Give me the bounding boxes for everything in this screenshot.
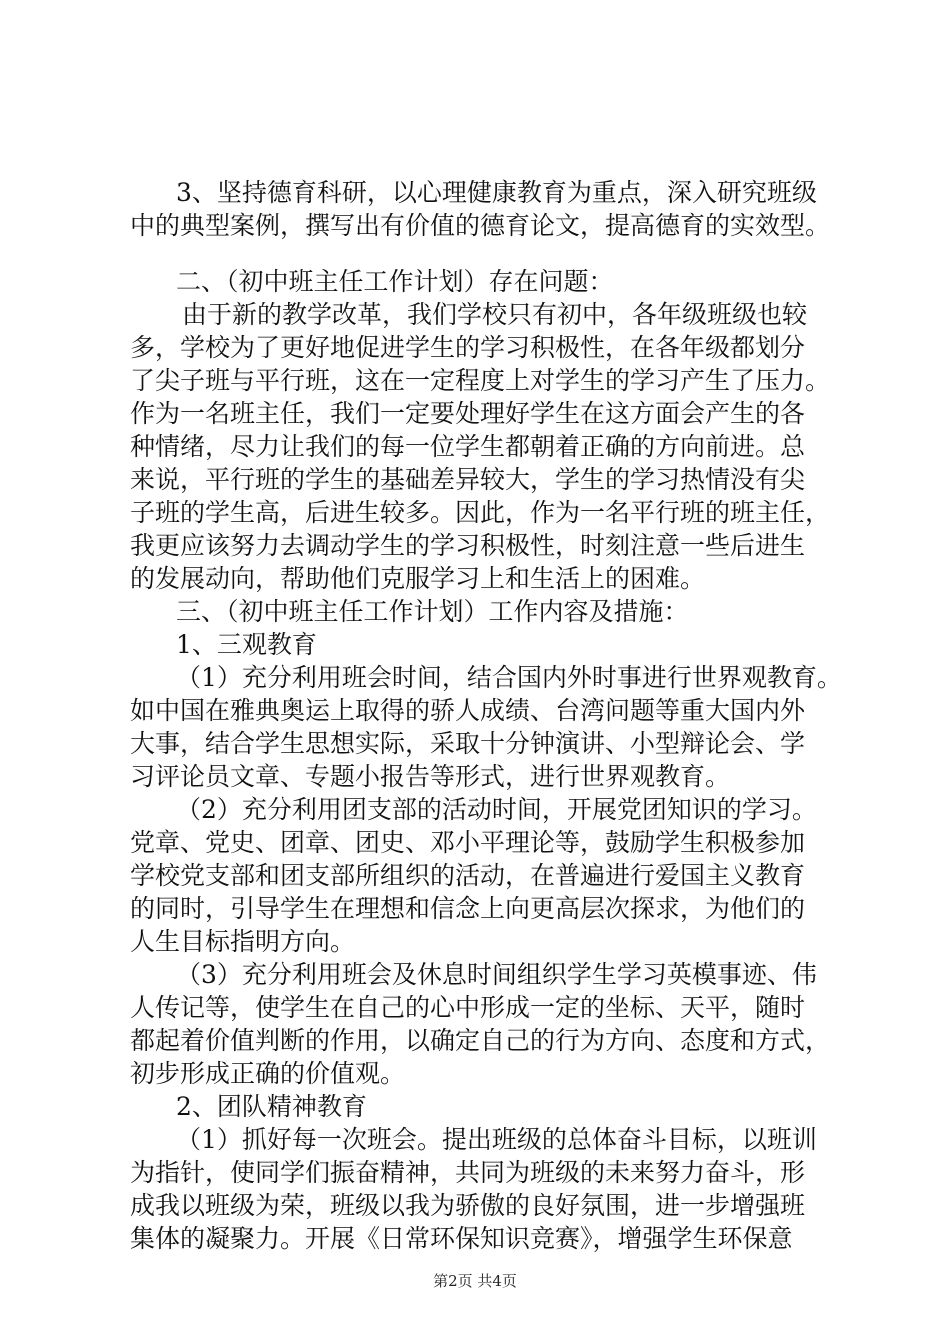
paragraph-line: 作为一名班主任，我们一定要处理好学生在这方面会产生的各 [130,399,806,428]
paragraph-line: 了尖子班与平行班，这在一定程度上对学生的学习产生了压力。 [130,366,831,395]
paragraph-line: 习评论员文章、专题小报告等形式，进行世界观教育。 [130,762,731,791]
paragraph-line: 多，学校为了更好地促进学生的学习积极性，在各年级都划分 [130,333,806,362]
paragraph-line: 3、坚持德育科研，以心理健康教育为重点，深入研究班级 [176,178,817,207]
paragraph-line: 集体的凝聚力。开展《日常环保知识竞赛》，增强学生环保意 [130,1224,793,1253]
paragraph-line: 大事，结合学生思想实际，采取十分钟演讲、小型辩论会、学 [130,729,806,758]
paragraph-line: 种情绪，尽力让我们的每一位学生都朝着正确的方向前进。总 [130,432,806,461]
paragraph-line: 都起着价值判断的作用，以确定自己的行为方向、态度和方式， [130,1026,831,1055]
paragraph-line: 子班的学生高，后进生较多。因此，作为一名平行班的班主任， [130,498,831,527]
paragraph-line: 的同时，引导学生在理想和信念上向更高层次探求，为他们的 [130,894,806,923]
paragraph-line: （3）充分利用班会及休息时间组织学生学习英模事迹、伟 [176,960,817,989]
section-heading: 三、（初中班主任工作计划）工作内容及措施： [176,597,689,626]
subsection-heading: 2、团队精神教育 [176,1092,367,1121]
paragraph-line: 的发展动向，帮助他们克服学习上和生活上的困难。 [130,564,706,593]
paragraph-line: 中的典型案例，撰写出有价值的德育论文，提高德育的实效型。 [130,211,831,240]
paragraph-line: 为指针，使同学们振奋精神，共同为班级的未来努力奋斗，形 [130,1158,806,1187]
subsection-heading: 1、三观教育 [176,630,317,659]
paragraph-line: 如中国在雅典奥运上取得的骄人成绩、台湾问题等重大国内外 [130,696,806,725]
paragraph-line: 人传记等，使学生在自己的心中形成一定的坐标、天平，随时 [130,993,806,1022]
paragraph-line: 人生目标指明方向。 [130,927,356,956]
section-heading: 二、（初中班主任工作计划）存在问题： [176,267,614,296]
paragraph-line: 我更应该努力去调动学生的学习积极性，时刻注意一些后进生 [130,531,806,560]
paragraph-line: （2）充分利用团支部的活动时间，开展党团知识的学习。 [176,795,817,824]
paragraph-line: 成我以班级为荣，班级以我为骄傲的良好氛围，进一步增强班 [130,1191,806,1220]
paragraph-line: 来说，平行班的学生的基础差异较大，学生的学习热情没有尖 [130,465,806,494]
paragraph-line: （1）抓好每一次班会。提出班级的总体奋斗目标，以班训 [176,1125,817,1154]
paragraph-line: 初步形成正确的价值观。 [130,1059,406,1088]
paragraph-line: 由于新的教学改革，我们学校只有初中，各年级班级也较 [182,300,808,329]
paragraph-line: 学校党支部和团支部所组织的活动，在普遍进行爱国主义教育 [130,861,806,890]
paragraph-line: 党章、党史、团章、团史、邓小平理论等，鼓励学生积极参加 [130,828,806,857]
paragraph-line: （1）充分利用班会时间，结合国内外时事进行世界观教育。 [176,663,842,692]
page-number-footer: 第2页 共4页 [433,1272,517,1290]
